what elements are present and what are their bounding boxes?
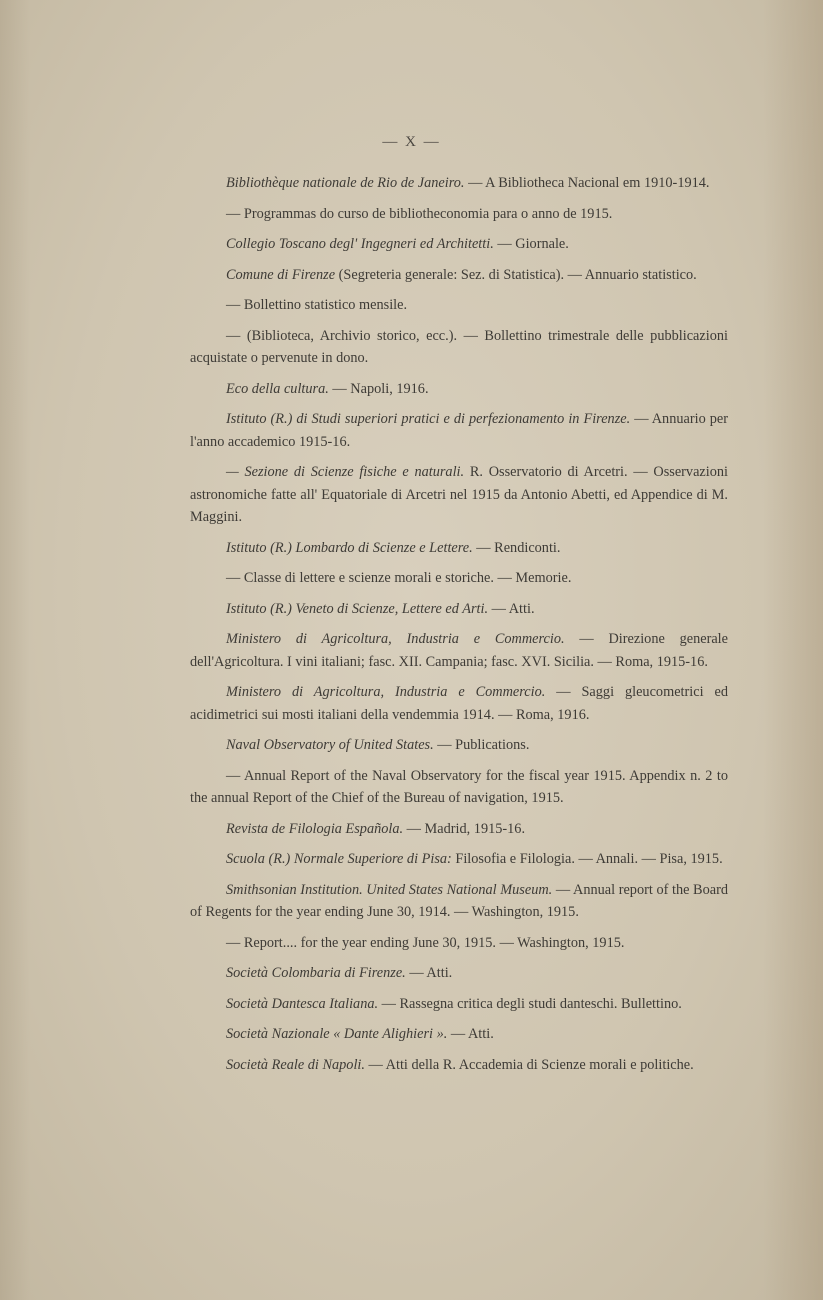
- list-item: Ministero di Agricoltura, Industria e Commercio. — Direzione generale dell'Agricoltura. I vini italiani; fasc. XII. Campania; fasc. XVI. Sicilia. — Roma, 1915-16.: [190, 631, 728, 670]
- list-item: — Classe di lettere e scienze morali e storiche. — Memorie.: [226, 570, 572, 586]
- list-item: Istituto (R.) Lombardo di Scienze e Lettere. — Rendiconti.: [226, 539, 561, 556]
- page-number: — X —: [382, 134, 441, 150]
- list-item: Istituto (R.) di Studi superiori pratici e di perfezionamento in Firenze. — Annuario per l'anno accademico 1915-16.: [190, 411, 729, 450]
- entry-list: [190, 172, 728, 1084]
- list-item: Società Dantesca Italiana. — Rassegna critica degli studi danteschi. Bullettino.: [226, 995, 682, 1012]
- list-item: — Programmas do curso de bibliotheconomia para o anno de 1915.: [226, 205, 613, 222]
- list-item: — Report.... for the year ending June 30, 1915. — Washington, 1915.: [226, 934, 625, 951]
- list-item: Smithsonian Institution. United States National Museum. — Annual report of the Board of Regents for the year ending June 30, 1914. — Washington, 1915.: [190, 881, 728, 920]
- list-item: Scuola (R.) Normale Superiore di Pisa: Filosofia e Filologia. — Annali. — Pisa, 1915.: [226, 851, 723, 867]
- list-item: Collegio Toscano degl' Ingegneri ed Architetti. — Giornale.: [226, 236, 569, 252]
- list-item: Società Colombaria di Firenze. — Atti.: [226, 965, 453, 981]
- paper-edge-shadow: [0, 0, 30, 1300]
- list-item: Naval Observatory of United States. — Publications.: [226, 737, 530, 753]
- list-item: Bibliothèque nationale de Rio de Janeiro. — A Bibliotheca Nacional em 1910-1914.: [226, 175, 710, 191]
- list-item: — (Biblioteca, Archivio storico, ecc.). — Bollettino trimestrale delle pubblicazioni acquistate o pervenute in dono.: [190, 327, 728, 366]
- list-item: Società Reale di Napoli. — Atti della R. Accademia di Scienze morali e politiche.: [226, 1056, 694, 1073]
- list-item: Ministero di Agricoltura, Industria e Commercio. — Saggi gleucometrici ed acidimetrici sui mosti italiani della vendemmia 1914. — Roma, 1916.: [190, 684, 728, 723]
- list-item: Revista de Filologia Española. — Madrid, 1915-16.: [226, 820, 526, 837]
- list-item: Eco della cultura. — Napoli, 1916.: [226, 380, 429, 397]
- list-item: Comune di Firenze (Segreteria generale: Sez. di Statistica). — Annuario statistico.: [226, 266, 697, 283]
- list-item: Istituto (R.) Veneto di Scienze, Lettere ed Arti. — Atti.: [226, 600, 535, 617]
- list-item: Società Nazionale « Dante Alighieri ». — Atti.: [226, 1026, 494, 1042]
- paper-edge-stain: [763, 0, 823, 1300]
- list-item: — Sezione di Scienze fisiche e naturali. R. Osservatorio di Arcetri. — Osservazioni astronomiche fatte all' Equatoriale di Arcetri nel 1915 da Antonio Abetti, ed Appendice di M. Maggini.: [190, 464, 729, 525]
- list-item: — Bollettino statistico mensile.: [226, 297, 408, 313]
- list-item: — Annual Report of the Naval Observatory for the fiscal year 1915. Appendix n. 2 to the annual Report of the Chief of the Bureau of navigation, 1915.: [190, 767, 728, 806]
